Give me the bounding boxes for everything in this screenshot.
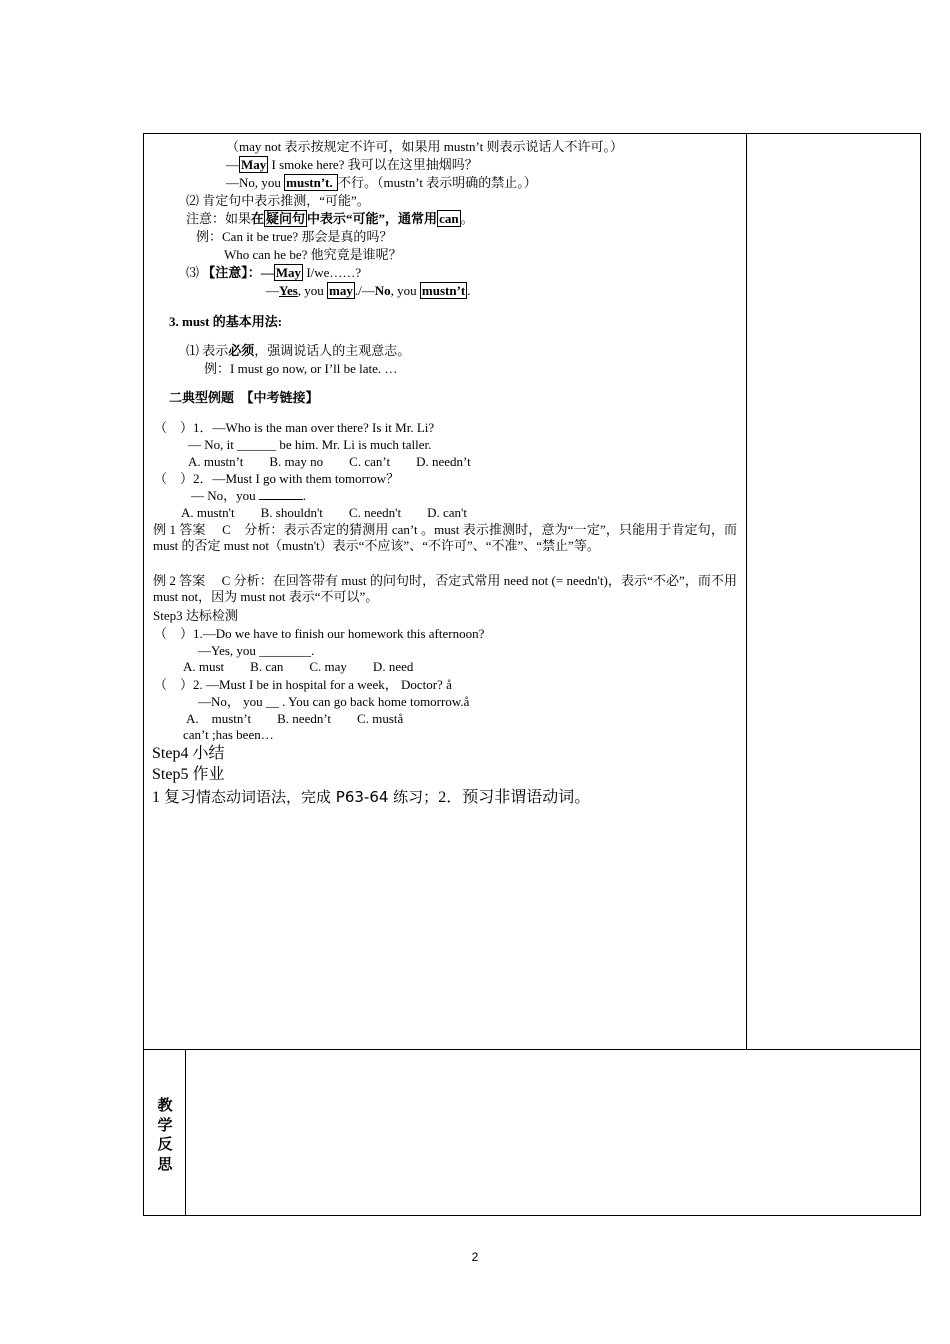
text-line: 例：Can it be true? 那会是真的吗？: [196, 229, 393, 244]
text-line: ⑴ 表示必须，强调说话人的主观意志。: [186, 343, 411, 358]
question-line: （ ）2. —Must I be in hospital for a week， Doctor? å: [154, 677, 452, 692]
note-line: ⑶ 【注意】：— May I/we……?: [186, 265, 362, 280]
boxed-word: mustn’t.: [286, 175, 336, 190]
table-row-divider: [143, 1049, 921, 1050]
text-line: Who can he be? 他究竟是谁呢？: [224, 247, 402, 262]
options-line: A. mustn’t B. may no C. can’t D. needn’t: [188, 454, 471, 469]
reflection-label: 教 学 反 思: [157, 1096, 173, 1173]
question-line: （ ）1.—Do we have to finish our homework this afternoon?: [154, 626, 485, 641]
step-heading: Step4 小结: [152, 745, 225, 762]
answer-analysis-1: 例 1 答案 C 分析：表示否定的猜测用 can’t 。must 表示推测时，意为“一定”，只能用于肯定句，而 must 的否定 must not（mustn't）表示“不应该”、“不许可”、“不准”、“禁止”等。: [153, 522, 737, 553]
table-top-border: [143, 133, 921, 134]
page-number: 2: [471, 1250, 479, 1264]
question-line: — No，you .: [191, 488, 307, 503]
section-heading: 3. must 的基本用法:: [169, 314, 283, 329]
section-heading: 二典型例题 【中考链接】: [169, 390, 319, 405]
question-line: —No， you __ . You can go back home tomorrow.å: [198, 694, 470, 709]
table-right-border: [920, 133, 921, 1216]
text-line: ⑵ 肯定句中表示推测，“可能”。: [186, 193, 370, 208]
text-line: （may not 表示按规定不许可，如果用 mustn’t 则表示说话人不许可。）: [226, 139, 623, 154]
question-line: — No, it ______ be him. Mr. Li is much taller.: [188, 437, 432, 452]
question-line: （ ）2．—Must I go with them tomorrow？: [154, 471, 400, 486]
step-heading: Step3 达标检测: [153, 608, 238, 623]
options-line: A. mustn’t B. needn’t C. mustå: [186, 711, 404, 726]
homework-line: 1 复习情态动词语法，完成 P63-64 练习；2．预习非谓语动词。: [152, 788, 591, 806]
question-line: —Yes, you ________.: [198, 643, 315, 658]
boxed-word: May: [241, 157, 267, 172]
step-heading: Step5 作业: [152, 766, 225, 783]
boxed-word: 疑问句: [266, 211, 306, 226]
answer-analysis-2: 例 2 答案 C 分析：在回答带有 must 的问句时，否定式常用 need not (= needn't)，表示“不必”，而不用 must not，因为 must not 表示“不可以”。: [153, 573, 737, 604]
table-inner-column-divider: [746, 133, 747, 1050]
boxed-word: May: [275, 265, 302, 280]
question-line: （ ）1．—Who is the man over there? Is it Mr. Li?: [154, 420, 435, 435]
answer-line: —Yes, you may ./—No, you mustn’t .: [266, 283, 471, 298]
boxed-word: may: [329, 283, 353, 298]
table-bottom-border: [143, 1215, 921, 1216]
example-mustnt-answer: —No, you mustn’t. 不行。（mustn’t 表示明确的禁止。）: [226, 175, 537, 190]
example-may-question: — May I smoke here? 我可以在这里抽烟吗？: [226, 157, 478, 172]
boxed-word: can: [439, 211, 459, 226]
options-line: A. must B. can C. may D. need: [183, 659, 414, 674]
note-line: 注意：如果在 疑问句 中表示“可能”，通常用 can 。: [186, 211, 474, 226]
table-left-border: [143, 133, 144, 1216]
options-line: A. mustn't B. shouldn't C. needn't D. can't: [181, 505, 467, 520]
text-line: 例：I must go now, or I’ll be late. …: [204, 361, 398, 376]
reflection-label-divider: [185, 1049, 186, 1216]
answer-blank: [259, 488, 303, 500]
boxed-word: mustn’t: [421, 283, 466, 298]
text-line: can’t ;has been…: [183, 727, 274, 742]
